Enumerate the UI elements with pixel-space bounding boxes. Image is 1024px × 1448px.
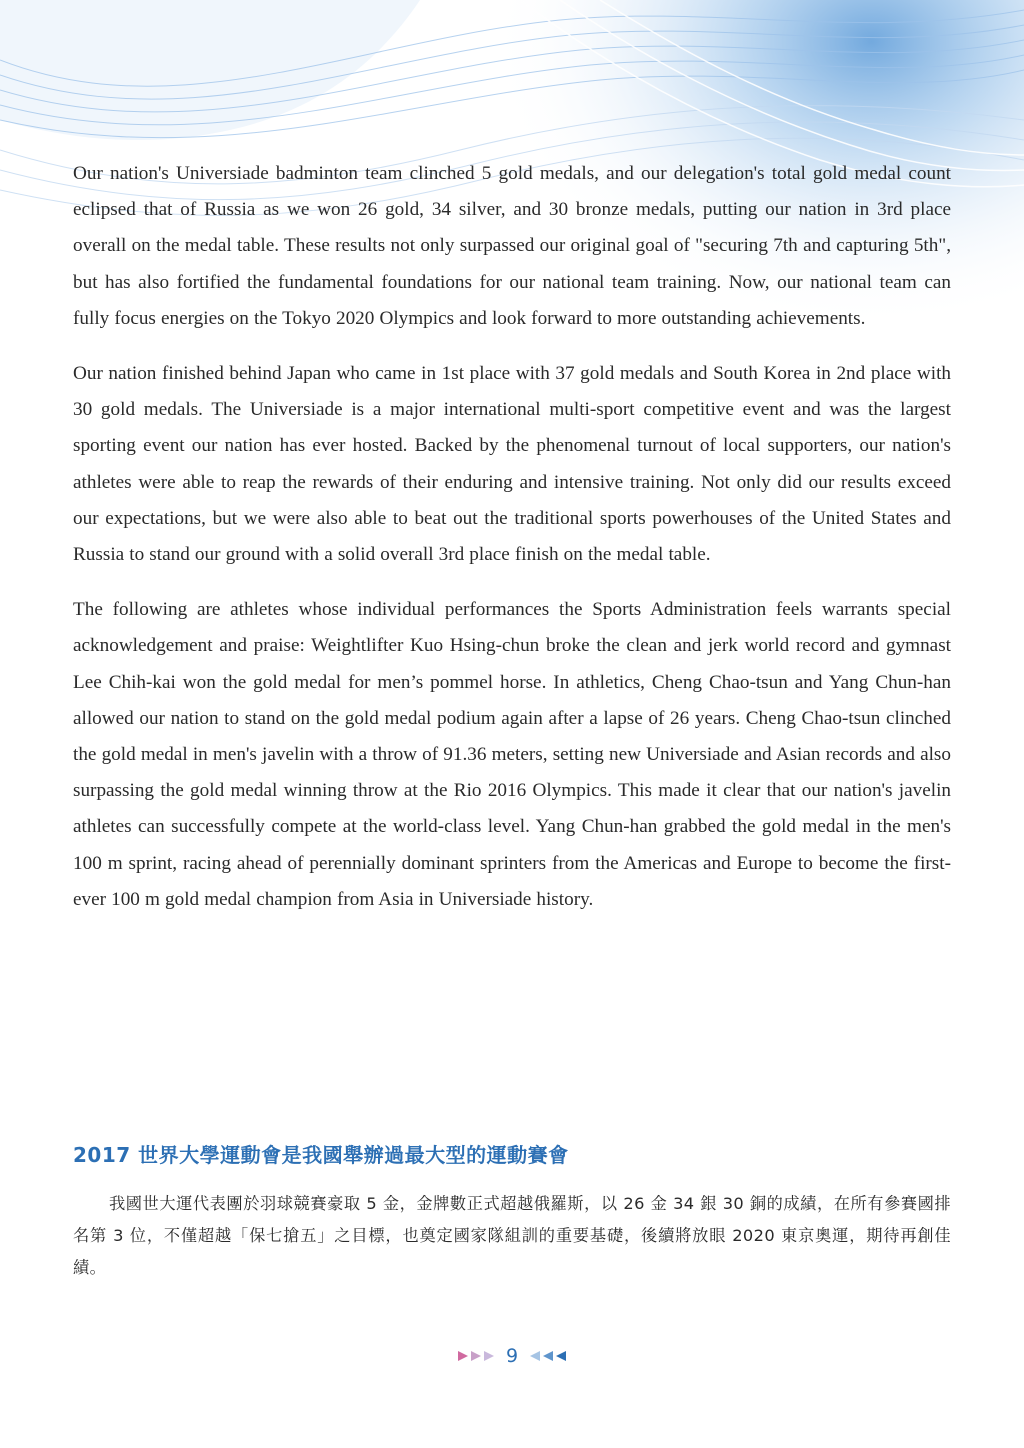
- page-number: 9: [505, 1345, 519, 1367]
- english-paragraph-1: Our nation's Universiade badminton team clinched 5 gold medals, and our delegation's total gold medal count eclipsed that of Russia as we won 26 gold, 34 silver, and 30 bronze medals, putting our nation in 3rd place overall on the medal table. These results not only surpassed our original goal of "securing 7th and capturing 5th", but has also fortified the fundamental foundations for our national team training. Now, our national team can fully focus energies on the Tokyo 2020 Olympics and look forward to more outstanding achievements.: [73, 163, 951, 329]
- page-footer: [0, 1340, 1024, 1372]
- english-paragraph-2: Our nation finished behind Japan who came in 1st place with 37 gold medals and South Korea in 2nd place with 30 gold medals. The Universiade is a major international multi-sport competitive event and was the largest sporting event our nation has ever hosted. Backed by the phenomenal turnout of local supporters, our nation's athletes were able to reap the rewards of their enduring and intensive training. Not only did our results exceed our expectations, but we were also able to beat out the traditional sports powerhouses of the United States and Russia to stand our ground with a solid overall 3rd place finish on the medal table.: [73, 363, 951, 566]
- english-body: [73, 156, 951, 937]
- chinese-paragraph: 我國世大運代表團於羽球競賽豪取 5 金，金牌數正式超越俄羅斯，以 26 金 34 銀 30 銅的成績，在所有參賽國排名第 3 位，不僅超越「保七搶五」之目標，也奠定國家隊組訓的重要基礎，後續將放眼 2020 東京奧運，期待再創佳績。: [73, 1194, 951, 1277]
- chinese-section-heading: 2017 世界大學運動會是我國舉辦過最大型的運動賽會: [73, 1143, 569, 1167]
- triple-left-arrows-icon: [530, 1351, 566, 1361]
- triple-right-arrows-icon: [458, 1351, 494, 1361]
- english-paragraph-3: The following are athletes whose individual performances the Sports Administration feels warrants special acknowledgement and praise: Weightlifter Kuo Hsing-chun broke the clean and jerk world record and gymnast Lee Chih-kai won the gold medal for men’s pommel horse. In athletics, Cheng Chao-tsun and Yang Chun-han allowed our nation to stand on the gold medal podium again after a lapse of 26 years. Cheng Chao-tsun clinched the gold medal in men's javelin with a throw of 91.36 meters, setting new Universiade and Asian records and also surpassing the gold medal winning throw at the Rio 2016 Olympics. This made it clear that our nation's javelin athletes can successfully compete at the world-class level. Yang Chun-han grabbed the gold medal in the men's 100 m sprint, racing ahead of perennially dominant sprinters from the Americas and Europe to become the first-ever 100 m gold medal champion from Asia in Universiade history.: [73, 599, 951, 910]
